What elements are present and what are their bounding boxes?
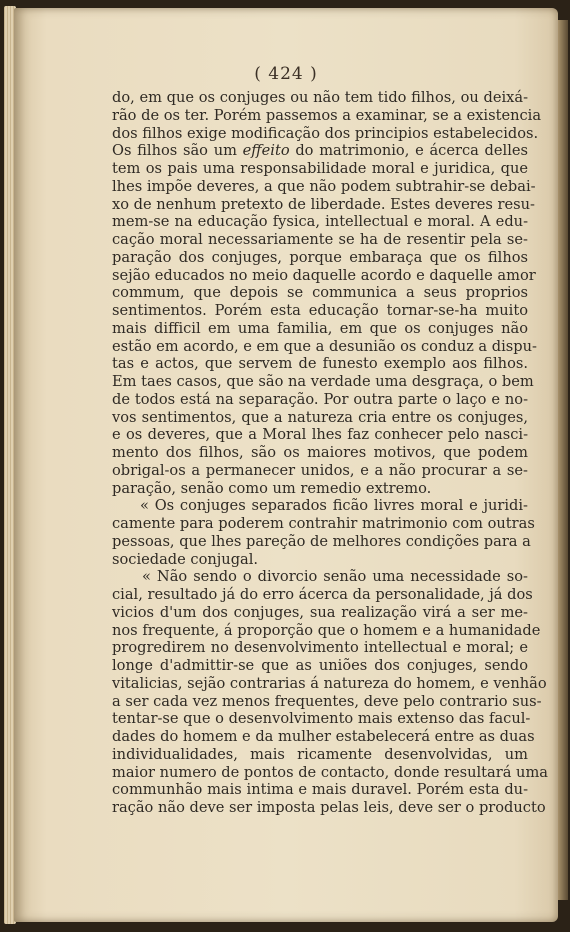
text-line: camente para poderem contrahir matrimonio com outras xyxy=(112,515,535,532)
text-line: vos sentimentos, que a natureza cria entre os conjuges, xyxy=(112,408,528,426)
text-line: dades do homem e da mulher estabelecerá entre as duas xyxy=(112,728,535,745)
text-line: tem os pais uma responsabilidade moral e juridica, que xyxy=(112,160,528,177)
body-text xyxy=(112,89,548,817)
text-line: do, em que os conjuges ou não tem tido filhos, ou deixá- xyxy=(112,89,528,106)
text-line: pessoas, que lhes pareção de melhores condições para a xyxy=(112,532,531,550)
text-line: cação moral necessariamente se ha de resentir pela se- xyxy=(112,231,528,248)
text-line: xo de nenhum pretexto de liberdade. Estes deveres resu- xyxy=(112,195,535,213)
text-line: lhes impõe deveres, a que não podem subtrahir-se debai- xyxy=(112,177,536,195)
text-line: paração, senão como um remedio extremo. xyxy=(112,479,432,497)
text-line: sentimentos. Porém esta educação tornar-se-ha muito xyxy=(112,302,528,319)
text-line: dos filhos exige modificação dos principios estabelecidos. xyxy=(112,124,539,142)
text-line: longe d'admittir-se que as uniões dos conjuges, sendo xyxy=(112,657,528,674)
text-line: vicios d'um dos conjuges, sua realização virá a ser me- xyxy=(112,603,528,621)
text-line: e os deveres, que a Moral lhes faz conhecer pelo nasci- xyxy=(112,426,528,444)
text-line: cial, resultado já do erro ácerca da personalidade, já dos xyxy=(112,586,533,603)
text-line: nos frequente, á proporção que o homem e a humanidade xyxy=(112,621,541,639)
text-line: tentar-se que o desenvolvimento mais extenso das facul- xyxy=(112,710,531,728)
text-line: communhão mais intima e mais duravel. Porém esta du- xyxy=(112,781,528,799)
text-line: « Os conjuges separados ficão livres moral e juridi- xyxy=(140,497,528,515)
text-line: tas e actos, que servem de funesto exemplo aos filhos. xyxy=(112,355,528,373)
text-line: sociedade conjugal. xyxy=(112,550,259,568)
text-line: estão em acordo, e em que a desunião os conduz a dispu- xyxy=(112,337,537,355)
text-line: mais difficil em uma familia, em que os conjuges não xyxy=(112,319,528,337)
text-line: mem-se na educação fysica, intellectual e moral. A edu- xyxy=(112,213,528,231)
binding-shadow xyxy=(558,20,568,900)
text-line: progredirem no desenvolvimento intellectual e moral; e xyxy=(112,639,528,657)
text-line: obrigal-os a permanecer unidos, e a não procurar a se- xyxy=(112,461,528,479)
text-line: a ser cada vez menos frequentes, deve pelo contrario sus- xyxy=(112,692,542,710)
text-line: vitalicias, sejão contrarias á natureza do homem, e venhão xyxy=(112,674,547,692)
text-line: ração não deve ser imposta pelas leis, deve ser o producto xyxy=(112,799,546,816)
text-line: maior numero de pontos de contacto, donde resultará uma xyxy=(112,763,548,781)
text-line: paração dos conjuges, porque embaraça que os filhos xyxy=(112,248,528,266)
text-line: sejão educados no meio daquelle acordo e daquelle amor xyxy=(112,266,536,284)
page-number: ( 424 ) xyxy=(254,64,318,84)
text-line: mento dos filhos, são os maiores motivos, que podem xyxy=(112,444,528,461)
text-line: rão de os ter. Porém passemos a examinar, se a existencia xyxy=(112,106,542,124)
text-line: Em taes casos, que são na verdade uma desgraça, o bem xyxy=(112,373,534,390)
text-line: « Não sendo o divorcio senão uma necessidade so- xyxy=(142,568,528,586)
text-line: individualidades, mais ricamente desenvolvidas, um xyxy=(112,745,528,763)
text-line: de todos está na separação. Por outra parte o laço e no- xyxy=(112,390,528,408)
text-line: commum, que depois se communica a seus proprios xyxy=(112,284,528,302)
text-line: Os filhos são um effeito do matrimonio, e ácerca delles xyxy=(112,142,528,160)
